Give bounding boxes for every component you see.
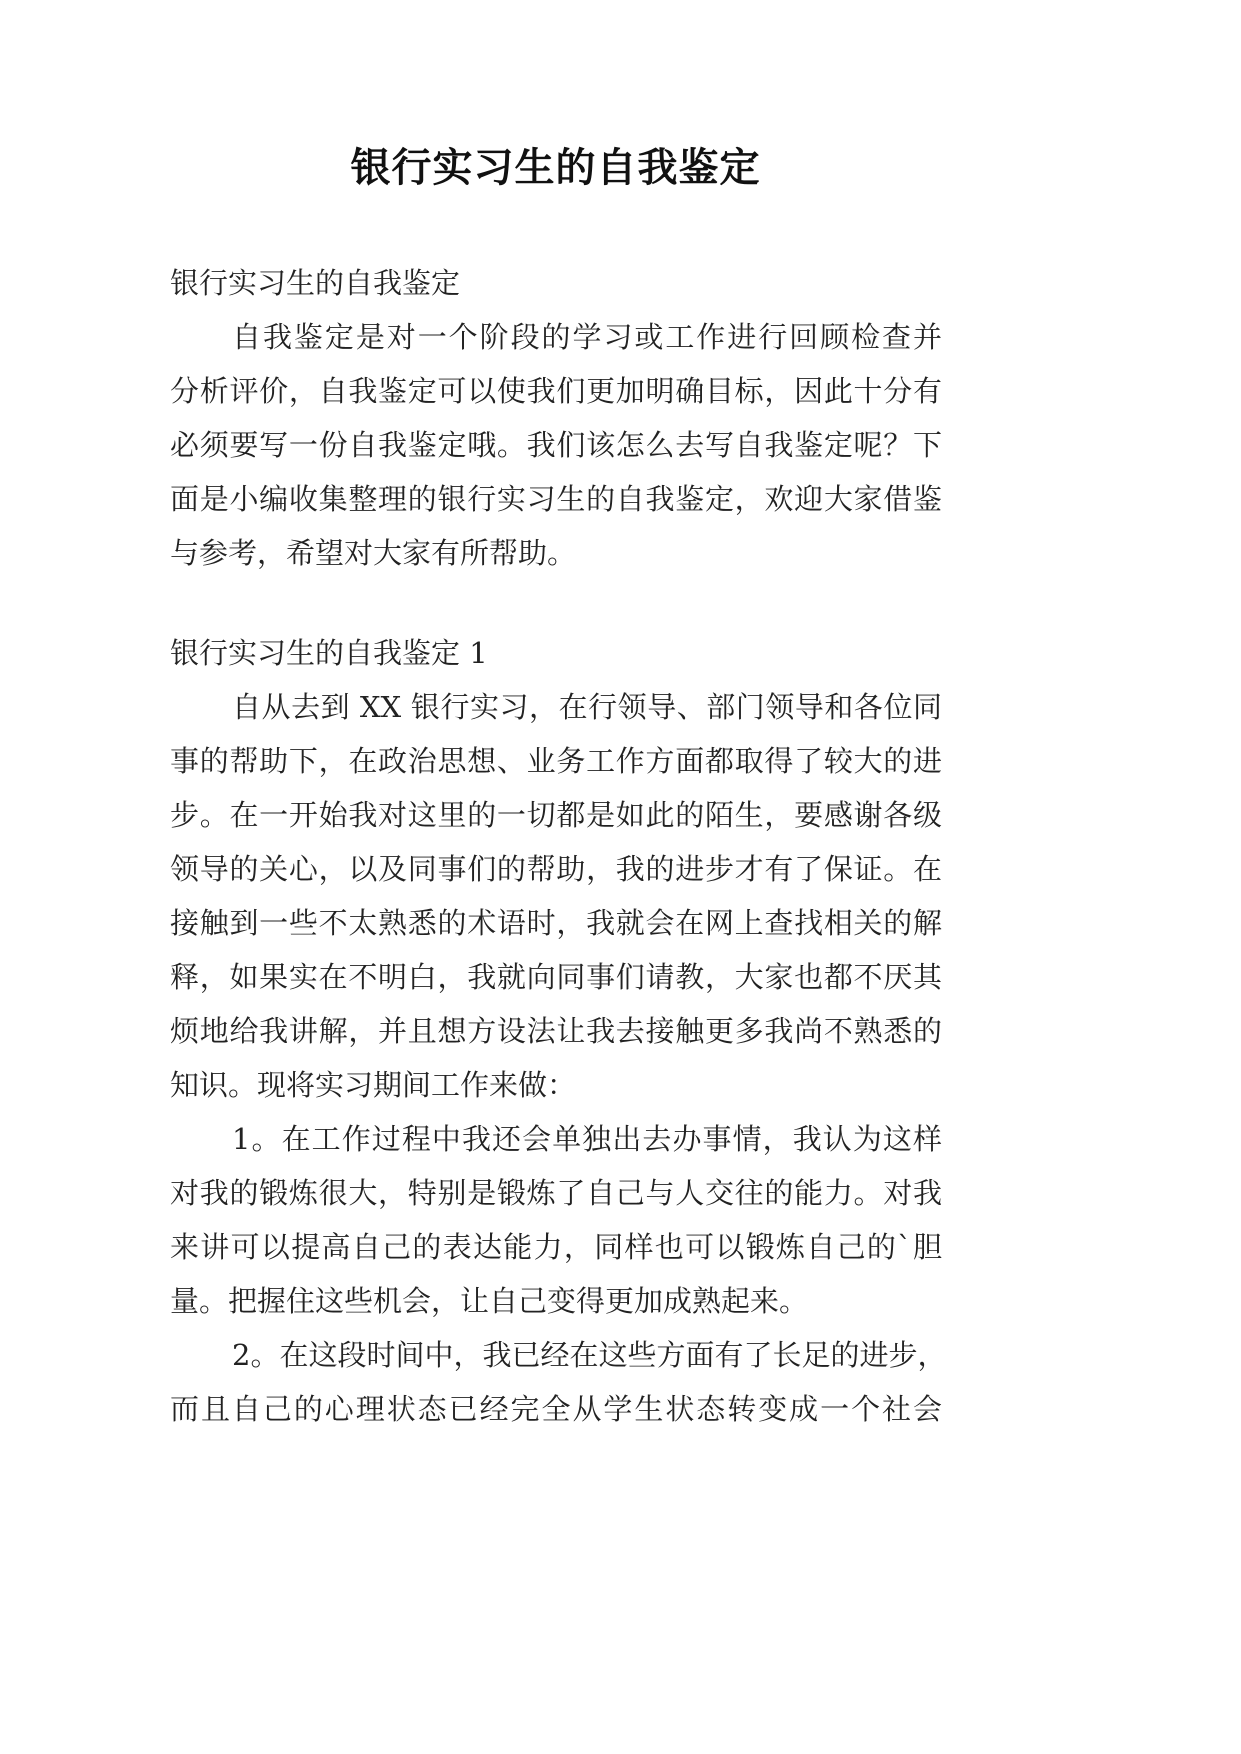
text-line: 领导的关心，以及同事们的帮助，我的进步才有了保证。在 bbox=[170, 852, 942, 886]
section-heading: 银行实习生的自我鉴定 bbox=[170, 266, 461, 300]
text-line: 量。把握住这些机会，让自己变得更加成熟起来。 bbox=[170, 1284, 809, 1318]
text-line: 自我鉴定是对一个阶段的学习或工作进行回顾检查并 bbox=[232, 320, 942, 354]
text-line: 烦地给我讲解，并且想方设法让我去接触更多我尚不熟悉的 bbox=[170, 1014, 942, 1048]
text-line: 必须要写一份自我鉴定哦。我们该怎么去写自我鉴定呢？下 bbox=[170, 428, 942, 462]
text-line: 面是小编收集整理的银行实习生的自我鉴定，欢迎大家借鉴 bbox=[170, 482, 942, 516]
text-line: 对我的锻炼很大，特别是锻炼了自己与人交往的能力。对我 bbox=[170, 1176, 942, 1210]
intro-paragraph bbox=[170, 310, 942, 580]
paragraph-gap bbox=[170, 580, 942, 626]
paragraph-1 bbox=[170, 680, 942, 1112]
document-title: 银行实习生的自我鉴定 bbox=[350, 145, 761, 191]
paragraph-2 bbox=[170, 1112, 942, 1328]
text-line: 自从去到 XX 银行实习，在行领导、部门领导和各位同 bbox=[232, 690, 942, 724]
text-line: 来讲可以提高自己的表达能力，同样也可以锻炼自己的`胆 bbox=[170, 1230, 942, 1264]
text-line: 与参考，希望对大家有所帮助。 bbox=[170, 536, 577, 570]
paragraph-3 bbox=[170, 1328, 947, 1436]
text-line: 接触到一些不太熟悉的术语时，我就会在网上查找相关的解 bbox=[170, 906, 942, 940]
text-line: 释，如果实在不明白，我就向同事们请教，大家也都不厌其 bbox=[170, 960, 942, 994]
document-body bbox=[170, 256, 947, 1436]
text-line: 1。在工作过程中我还会单独出去办事情，我认为这样 bbox=[232, 1122, 942, 1156]
text-line: 2。在这段时间中，我已经在这些方面有了长足的进步， bbox=[232, 1338, 947, 1372]
article-heading: 银行实习生的自我鉴定 1 bbox=[170, 636, 488, 670]
text-line: 步。在一开始我对这里的一切都是如此的陌生，要感谢各级 bbox=[170, 798, 942, 832]
text-line: 分析评价，自我鉴定可以使我们更加明确目标，因此十分有 bbox=[170, 374, 942, 408]
text-line: 事的帮助下，在政治思想、业务工作方面都取得了较大的进 bbox=[170, 744, 942, 778]
text-line: 而且自己的心理状态已经完全从学生状态转变成一个社会 bbox=[170, 1392, 942, 1426]
text-line: 知识。现将实习期间工作来做： bbox=[170, 1068, 577, 1102]
